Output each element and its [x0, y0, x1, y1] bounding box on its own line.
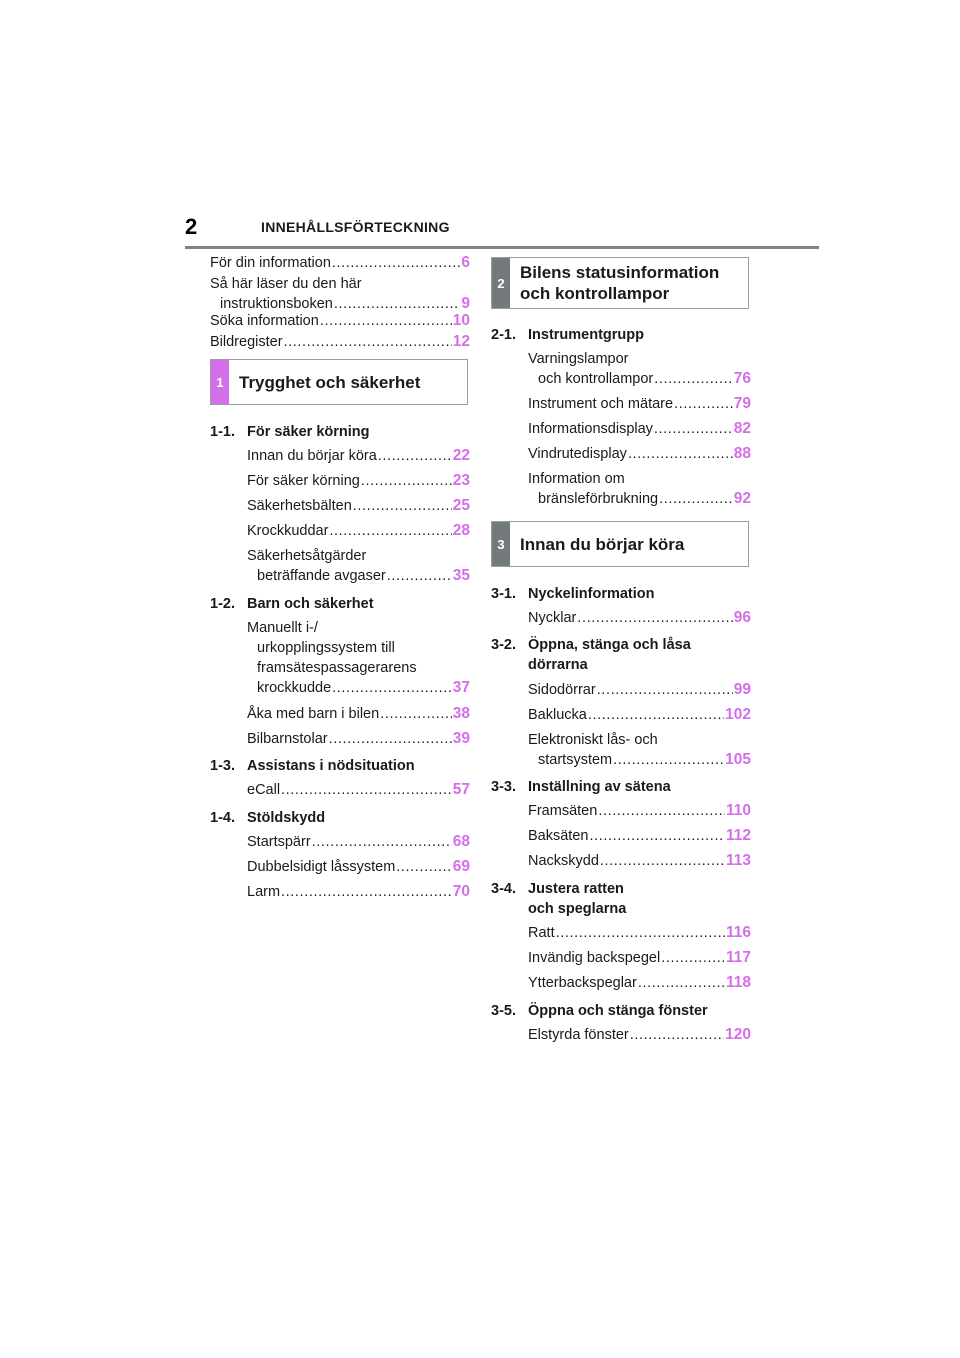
toc-entry[interactable] — [210, 521, 470, 541]
toc-entry-text: Elektroniskt lås- och — [528, 732, 658, 748]
toc-entry[interactable] — [491, 608, 751, 628]
toc-entry[interactable] — [491, 444, 751, 464]
toc-entry-text: Säkerhetsbälten — [247, 498, 352, 514]
toc-page-number[interactable]: 118 — [725, 974, 751, 991]
toc-entry-text: och kontrollampor — [538, 371, 654, 387]
toc-entry-text: startsystem — [538, 752, 613, 768]
toc-entry-text: Baklucka — [528, 707, 587, 723]
dot-leader — [387, 566, 452, 586]
toc-page-number[interactable]: 113 — [725, 852, 751, 869]
toc-entry[interactable] — [491, 826, 751, 846]
toc-page-number[interactable]: 25 — [452, 497, 470, 514]
chapter-2-heading[interactable] — [491, 257, 749, 309]
section-3-1-heading[interactable]: 3-1. Nyckelinformation — [491, 586, 655, 602]
chapter-3-tab: 3 — [492, 522, 510, 566]
toc-entry[interactable] — [491, 730, 751, 770]
toc-entry-text: krockkudde — [257, 680, 332, 696]
toc-entry[interactable] — [210, 729, 470, 749]
dot-leader — [361, 471, 452, 491]
toc-page-number[interactable]: 99 — [733, 681, 751, 698]
toc-entry[interactable] — [491, 680, 751, 700]
toc-entry-text: Så här läser du den här — [210, 276, 362, 292]
dot-leader — [661, 948, 725, 968]
toc-entry[interactable] — [210, 496, 470, 516]
toc-entry[interactable] — [491, 419, 751, 439]
toc-page-number[interactable]: 79 — [733, 395, 751, 412]
dot-leader — [281, 780, 452, 800]
toc-entry-text: Startspärr — [247, 834, 311, 850]
toc-entry[interactable] — [210, 311, 470, 331]
toc-entry-text: Vindrutedisplay — [528, 446, 627, 462]
dot-leader — [281, 882, 452, 902]
toc-page-number[interactable]: 116 — [725, 924, 751, 941]
toc-page-number[interactable]: 35 — [452, 567, 470, 584]
chapter-3-title: Innan du börjar köra — [520, 534, 685, 554]
toc-page-number[interactable]: 112 — [725, 827, 751, 844]
section-1-2-heading[interactable]: 1-2. Barn och säkerhet — [210, 596, 374, 612]
page-number: 2 — [185, 214, 198, 239]
header-title: INNEHÅLLSFÖRTECKNING — [261, 219, 450, 235]
dot-leader — [630, 1025, 724, 1045]
toc-page-number[interactable]: 28 — [452, 522, 470, 539]
chapter-1-tab: 1 — [211, 360, 229, 404]
toc-entry[interactable] — [491, 973, 751, 993]
toc-entry-text: urkopplingssystem till — [257, 640, 395, 656]
toc-entry-text: eCall — [247, 782, 281, 798]
section-1-4-heading[interactable]: 1-4. Stöldskydd — [210, 810, 326, 826]
section-3-2-heading[interactable]: 3-2. Öppna, stänga och låsa dörrarna — [491, 637, 691, 673]
toc-entry[interactable] — [491, 1025, 751, 1045]
toc-entry[interactable] — [491, 851, 751, 871]
toc-entry-text: Krockkuddar — [247, 523, 329, 539]
toc-entry-text: Dubbelsidigt låssystem — [247, 859, 396, 875]
toc-page-number[interactable]: 12 — [452, 333, 470, 350]
toc-entry-text: Larm — [247, 884, 281, 900]
toc-page-number[interactable]: 105 — [725, 751, 751, 768]
toc-entry-text: Instrument och mätare — [528, 396, 674, 412]
dot-leader — [654, 419, 733, 439]
toc-entry-text: Nycklar — [528, 610, 577, 626]
page-header — [185, 214, 819, 249]
dot-leader — [597, 680, 733, 700]
dot-leader — [396, 857, 451, 877]
dot-leader — [613, 750, 724, 770]
dot-leader — [577, 608, 732, 628]
toc-entry-text: Manuellt i-/ — [247, 620, 318, 636]
chapter-1-title: Trygghet och säkerhet — [239, 372, 421, 392]
toc-entry[interactable] — [491, 923, 751, 943]
toc-page-number[interactable]: 10 — [452, 312, 470, 329]
toc-entry[interactable] — [210, 882, 470, 902]
dot-leader — [320, 311, 452, 331]
toc-entry-text: Åka med barn i bilen — [247, 706, 380, 722]
toc-entry-text: framsätespassagerarens — [257, 660, 417, 676]
section-3-5-heading[interactable]: 3-5. Öppna och stänga fönster — [491, 1003, 708, 1019]
toc-entry-text: Varningslampor — [528, 351, 629, 367]
toc-entry[interactable] — [210, 618, 470, 698]
toc-entry[interactable] — [491, 349, 751, 389]
dot-leader — [284, 332, 452, 352]
section-1-1-heading[interactable]: 1-1. För säker körning — [210, 424, 370, 440]
toc-entry[interactable] — [491, 801, 751, 821]
toc-entry[interactable] — [491, 469, 751, 509]
dot-leader — [556, 923, 725, 943]
dot-leader — [332, 253, 460, 273]
toc-entry-text: instruktionsboken — [220, 296, 333, 312]
toc-entry-text: Bilbarnstolar — [247, 731, 328, 747]
toc-page-number[interactable]: 88 — [733, 445, 751, 462]
dot-leader — [628, 444, 733, 464]
toc-entry[interactable] — [210, 332, 470, 352]
chapter-3-heading[interactable] — [491, 521, 749, 567]
section-2-1-heading[interactable]: 2-1. Instrumentgrupp — [491, 327, 644, 343]
dot-leader — [378, 446, 452, 466]
dot-leader — [329, 521, 451, 541]
toc-entry-text: Baksäten — [528, 828, 589, 844]
toc-page-number[interactable]: 120 — [725, 1026, 751, 1043]
section-1-3-heading[interactable]: 1-3. Assistans i nödsituation — [210, 758, 415, 774]
toc-entry-text: Invändig backspegel — [528, 950, 661, 966]
dot-leader — [674, 394, 733, 414]
toc-entry-text: Säkerhetsåtgärder — [247, 548, 367, 564]
toc-entry-text: beträffande avgaser — [257, 568, 386, 584]
toc-page-number[interactable]: 68 — [452, 833, 470, 850]
toc-page-number[interactable]: 110 — [725, 802, 751, 819]
toc-page-number[interactable]: 38 — [452, 705, 470, 722]
chapter-2-title: Bilens statusinformation och kontrollampor — [520, 263, 720, 303]
toc-entry-text: Sidodörrar — [528, 682, 596, 698]
toc-entry[interactable] — [491, 705, 751, 725]
toc-entry[interactable] — [210, 546, 470, 586]
dot-leader — [312, 832, 452, 852]
toc-page-number[interactable]: 9 — [461, 295, 470, 312]
dot-leader — [654, 369, 733, 389]
dot-leader — [659, 489, 733, 509]
toc-page-number[interactable]: 69 — [452, 858, 470, 875]
toc-page-number[interactable]: 23 — [452, 472, 470, 489]
toc-entry[interactable] — [491, 948, 751, 968]
toc-entry-text: Bildregister — [210, 334, 283, 350]
toc-entry-text: Ratt — [528, 925, 555, 941]
dot-leader — [589, 826, 725, 846]
toc-entry-text: Ytterbackspeglar — [528, 975, 637, 991]
dot-leader — [600, 851, 725, 871]
toc-entry-text: Söka information — [210, 313, 319, 329]
dot-leader — [332, 678, 452, 698]
chapter-2-tab: 2 — [492, 258, 510, 308]
toc-entry-text: För säker körning — [247, 473, 360, 489]
toc-page-number[interactable]: 82 — [733, 420, 751, 437]
toc-entry-text: Innan du börjar köra — [247, 448, 377, 464]
toc-entry[interactable] — [210, 274, 470, 314]
dot-leader — [329, 729, 452, 749]
toc-entry[interactable] — [210, 857, 470, 877]
toc-entry-text: Elstyrda fönster — [528, 1027, 629, 1043]
toc-entry-text: bränsleförbrukning — [538, 491, 659, 507]
dot-leader — [588, 705, 724, 725]
toc-page-number[interactable]: 117 — [725, 949, 751, 966]
toc-entry-text: Framsäten — [528, 803, 598, 819]
dot-leader — [598, 801, 725, 821]
toc-entry[interactable] — [210, 253, 470, 273]
toc-page-number[interactable]: 37 — [452, 679, 470, 696]
toc-page-number[interactable]: 96 — [733, 609, 751, 626]
toc-page-number[interactable]: 39 — [452, 730, 470, 747]
toc-entry-text: Informationsdisplay — [528, 421, 653, 437]
dot-leader — [638, 973, 725, 993]
chapter-1-heading[interactable] — [210, 359, 468, 405]
toc-page-number[interactable]: 22 — [452, 447, 470, 464]
toc-entry-text: Nackskydd — [528, 853, 599, 869]
dot-leader — [353, 496, 452, 516]
toc-page-number[interactable]: 57 — [452, 781, 470, 798]
toc-page-number[interactable]: 76 — [733, 370, 751, 387]
toc-entry-text: Information om — [528, 471, 625, 487]
toc-entry[interactable] — [210, 704, 470, 724]
toc-entry[interactable] — [491, 394, 751, 414]
toc-entry[interactable] — [210, 832, 470, 852]
toc-page-number[interactable]: 102 — [725, 706, 751, 723]
toc-entry[interactable] — [210, 780, 470, 800]
toc-entry-text: För din information — [210, 255, 331, 271]
section-3-3-heading[interactable]: 3-3. Inställning av sätena — [491, 779, 671, 795]
toc-page-number[interactable]: 6 — [461, 254, 470, 271]
toc-entry[interactable] — [210, 471, 470, 491]
toc-page-number[interactable]: 70 — [452, 883, 470, 900]
section-3-4-heading[interactable]: 3-4. Justera ratten och speglarna — [491, 881, 627, 917]
toc-entry[interactable] — [210, 446, 470, 466]
toc-page-number[interactable]: 92 — [733, 490, 751, 507]
dot-leader — [380, 704, 452, 724]
